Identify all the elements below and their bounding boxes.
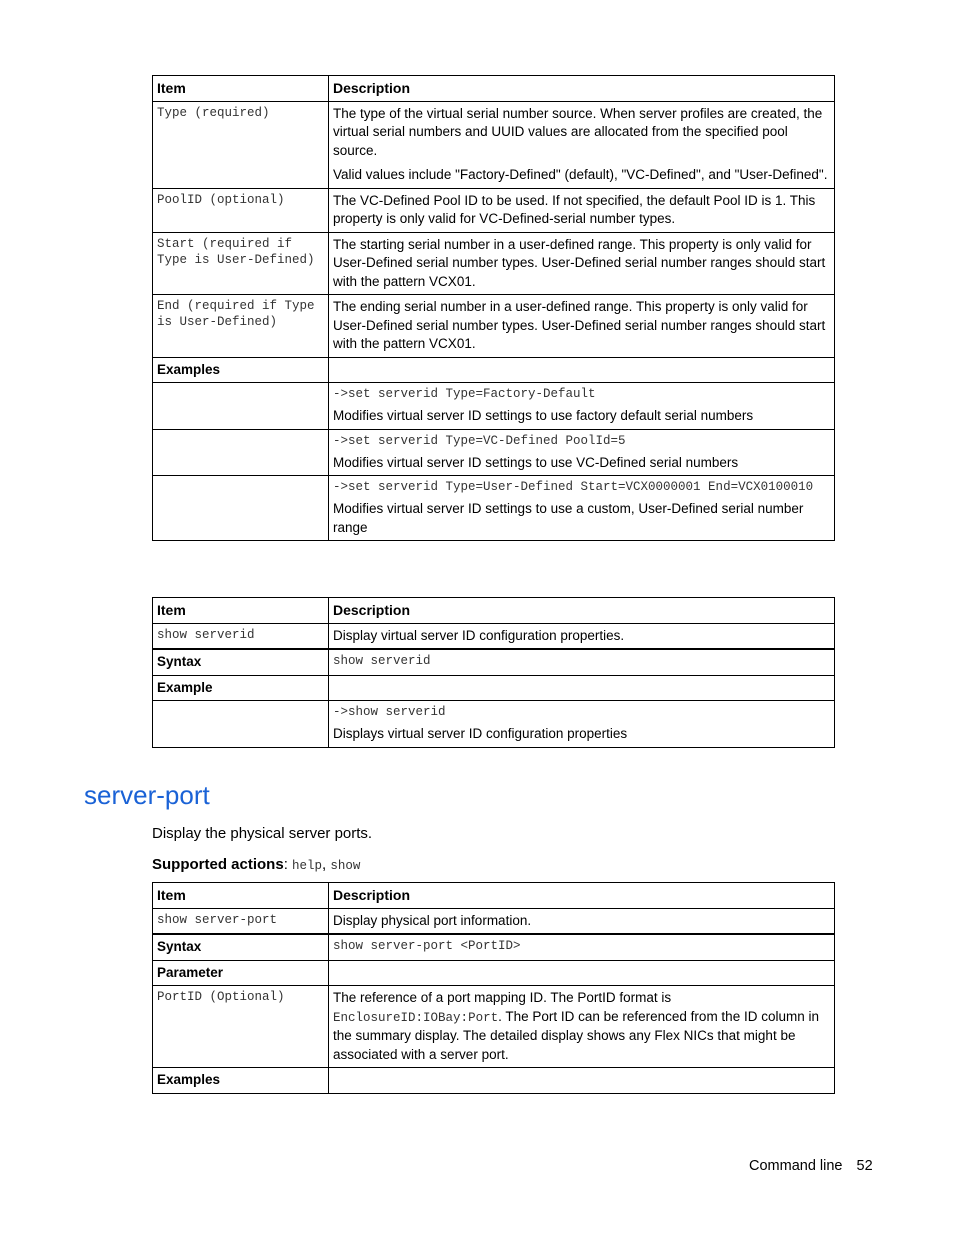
examples-label: Examples	[153, 357, 329, 383]
action-show: show	[330, 859, 361, 873]
example-command: ->set serverid Type=User-Defined Start=VCX0000001 End=VCX0100010	[333, 480, 814, 494]
command-description: Display physical port information.	[329, 908, 835, 934]
syntax-label: Syntax	[153, 934, 329, 960]
show-serverid-table	[152, 597, 835, 748]
examples-label: Examples	[153, 1068, 329, 1094]
example-text: Modifies virtual server ID settings to use a custom, User-Defined serial number range	[333, 501, 804, 535]
table-row	[153, 295, 835, 358]
page-footer	[749, 1158, 873, 1174]
section-title: server-port	[84, 780, 210, 810]
example-command: ->show serverid	[333, 705, 446, 719]
example-row	[153, 476, 835, 541]
param-item: PortID (Optional)	[153, 986, 329, 1068]
param-description	[329, 986, 835, 1068]
syntax-label: Syntax	[153, 649, 329, 675]
syntax-value: show serverid	[329, 649, 835, 675]
command-item: show serverid	[153, 623, 329, 649]
example-row	[153, 383, 835, 430]
row-item: End (required if Type is User-Defined)	[153, 295, 329, 358]
syntax-row	[153, 934, 835, 960]
example-text: Displays virtual server ID configuration properties	[333, 726, 628, 741]
row-description	[329, 101, 835, 188]
param-text: The reference of a port mapping ID. The PortID format is	[333, 990, 672, 1005]
supported-actions-label: Supported actions	[152, 856, 284, 873]
param-code: EnclosureID	[333, 1010, 416, 1025]
header-item: Item	[153, 883, 329, 909]
example-row	[153, 701, 835, 748]
row-item: PoolID (optional)	[153, 188, 329, 232]
example-cell	[329, 476, 835, 541]
empty-cell	[153, 701, 329, 748]
header-item: Item	[153, 76, 329, 102]
empty-cell	[329, 675, 835, 701]
header-description: Description	[329, 76, 835, 102]
serverid-properties-table	[152, 75, 835, 541]
action-help: help	[292, 859, 323, 873]
example-row	[153, 429, 835, 476]
table-row	[153, 986, 835, 1068]
supported-sep: :	[283, 856, 293, 873]
row-description: The starting serial number in a user-defined range. This property is only valid for User-Defined serial number types. User-Defined serial number ranges should start with the pattern VCX01.	[329, 232, 835, 295]
example-label: Example	[153, 675, 329, 701]
row-description-para: The type of the virtual serial number source. When server profiles are created, the virtual serial numbers and UUID values are allocated from the specified pool source.	[333, 105, 823, 158]
empty-cell	[153, 476, 329, 541]
example-text: Modifies virtual server ID settings to use factory default serial numbers	[333, 408, 754, 423]
row-description-para: Valid values include "Factory-Defined" (default), "VC-Defined", and "User-Defined".	[333, 167, 828, 182]
row-description: The VC-Defined Pool ID to be used. If not specified, the default Pool ID is 1. This property is only valid for VC-Defined-serial number types.	[329, 188, 835, 232]
table-row	[153, 623, 835, 649]
header-item: Item	[153, 598, 329, 624]
command-item: show server-port	[153, 908, 329, 934]
empty-cell	[153, 429, 329, 476]
syntax-value: show server-port <PortID>	[329, 934, 835, 960]
example-command: ->set serverid Type=VC-Defined PoolId=5	[333, 433, 626, 448]
syntax-row	[153, 649, 835, 675]
table-row	[153, 188, 835, 232]
row-item: Start (required if Type is User-Defined)	[153, 232, 329, 295]
header-description: Description	[329, 598, 835, 624]
parameter-label-row	[153, 960, 835, 986]
example-label-row	[153, 675, 835, 701]
example-text: Modifies virtual server ID settings to use VC-Defined serial numbers	[333, 454, 739, 470]
empty-cell	[329, 1068, 835, 1094]
page-number: 52	[856, 1158, 873, 1174]
parameter-label: Parameter	[153, 960, 329, 986]
table-row	[153, 101, 835, 188]
param-code: Port	[468, 1010, 499, 1025]
table-header-row	[153, 76, 835, 102]
command-description: Display virtual server ID configuration properties.	[329, 623, 835, 649]
table-row	[153, 232, 835, 295]
row-description: The ending serial number in a user-defined range. This property is only valid for User-Defined serial number types. User-Defined serial number ranges should start with the pattern VCX01.	[329, 295, 835, 358]
table-header-row	[153, 598, 835, 624]
header-description: Description	[329, 883, 835, 909]
empty-cell	[153, 383, 329, 430]
empty-cell	[329, 960, 835, 986]
supported-actions	[152, 856, 360, 873]
example-cell	[329, 383, 835, 430]
row-item: Type (required)	[153, 101, 329, 188]
examples-row	[153, 357, 835, 383]
empty-cell	[329, 357, 835, 383]
table-row	[153, 908, 835, 934]
param-colon: :	[415, 1010, 424, 1025]
example-cell	[329, 429, 835, 476]
action-sep: ,	[322, 856, 331, 873]
table-header-row	[153, 883, 835, 909]
footer-label: Command line	[749, 1158, 843, 1174]
param-code: IOBay	[423, 1010, 461, 1025]
show-server-port-table	[152, 882, 835, 1094]
param-text: . The Port ID can be referenced from the ID column in the summary display. The detailed display shows any Flex NICs that might be associated with a server port.	[333, 1008, 819, 1062]
param-colon: :	[460, 1010, 469, 1025]
examples-row	[153, 1068, 835, 1094]
example-command: ->set serverid Type=Factory-Default	[333, 387, 596, 401]
example-cell	[329, 701, 835, 748]
section-description: Display the physical server ports.	[152, 825, 373, 842]
